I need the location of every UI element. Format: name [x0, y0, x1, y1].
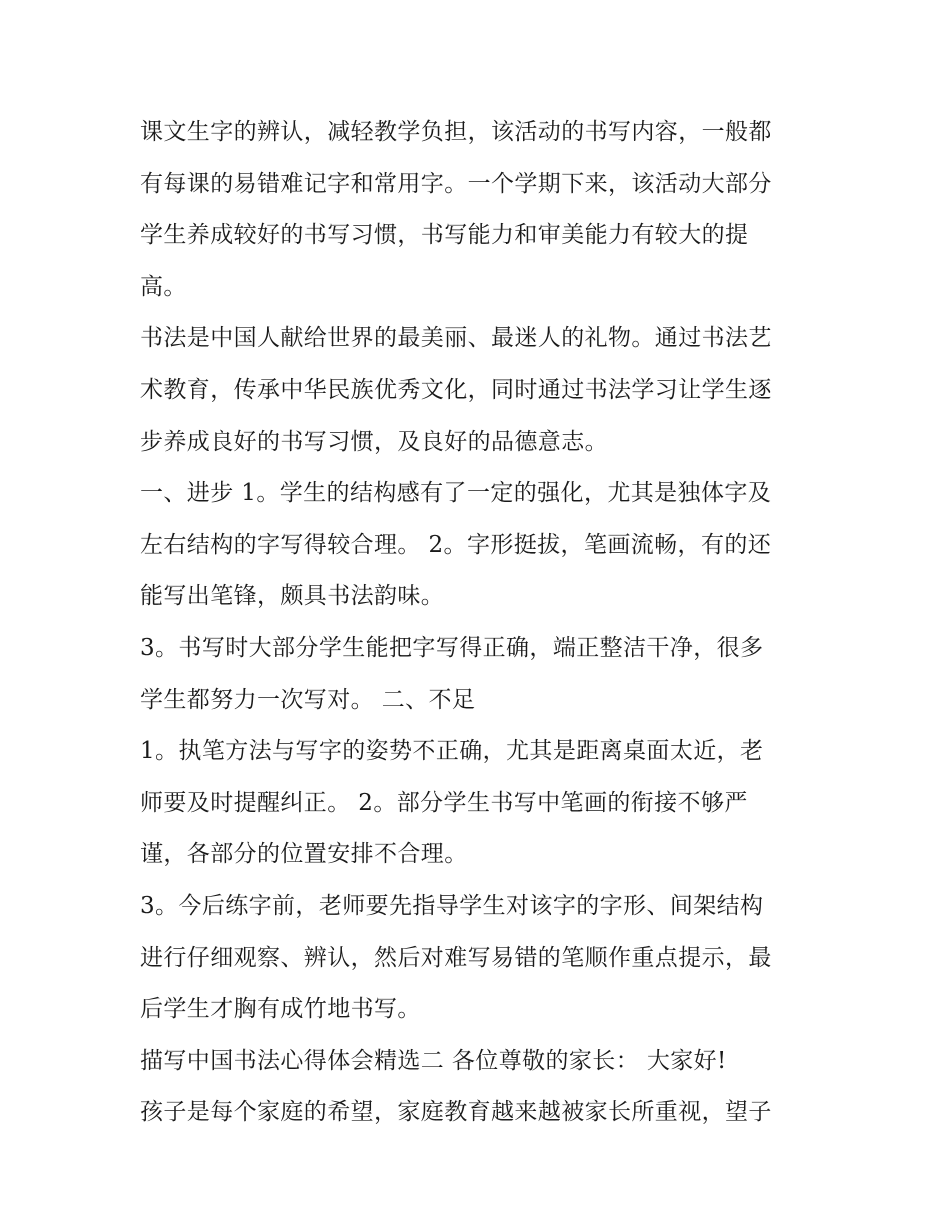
- text-line: 师要及时提醒纠正。 2。部分学生书写中笔画的衔接不够严: [140, 789, 748, 816]
- text-line: 步养成良好的书写习惯，及良好的品德意志。: [140, 428, 608, 455]
- text-line: 3。今后练字前，老师要先指导学生对该字的字形、间架结构: [140, 892, 764, 919]
- text-line: 1。执笔方法与写字的姿势不正确，尤其是距离桌面太近，老: [140, 738, 764, 765]
- text-line: 孩子是每个家庭的希望，家庭教育越来越被家长所重视，望子: [140, 1099, 772, 1126]
- text-line: 高。: [140, 273, 187, 300]
- text-line: 书法是中国人献给世界的最美丽、最迷人的礼物。通过书法艺: [140, 325, 772, 352]
- text-line: 有每课的易错难记字和常用字。一个学期下来，该活动大部分: [140, 170, 772, 197]
- text-line: 能写出笔锋，颇具书法韵味。: [140, 583, 445, 610]
- section-heading-line: 描写中国书法心得体会精选二 各位尊敬的家长： 大家好!: [140, 1047, 727, 1074]
- text-line: 学生养成较好的书写习惯，书写能力和审美能力有较大的提: [140, 222, 749, 249]
- text-line: 课文生字的辨认，减轻教学负担，该活动的书写内容，一般都: [140, 119, 772, 145]
- text-line: 学生都努力一次写对。 二、不足: [140, 686, 476, 713]
- text-line: 一、进步 1。学生的结构感有了一定的强化，尤其是独体字及: [140, 480, 772, 507]
- text-line: 后学生才胸有成竹地书写。: [140, 996, 421, 1023]
- text-line: 进行仔细观察、辨认，然后对难写易错的笔顺作重点提示，最: [140, 944, 772, 971]
- text-line: 术教育，传承中华民族优秀文化，同时通过书法学习让学生逐: [140, 376, 772, 403]
- text-line: 3。书写时大部分学生能把字写得正确，端正整洁干净，很多: [140, 634, 764, 661]
- text-line: 谨，各部分的位置安排不合理。: [140, 841, 468, 868]
- document-body: [140, 107, 830, 1139]
- text-line: 左右结构的字写得较合理。 2。字形挺拔，笔画流畅，有的还: [140, 531, 772, 558]
